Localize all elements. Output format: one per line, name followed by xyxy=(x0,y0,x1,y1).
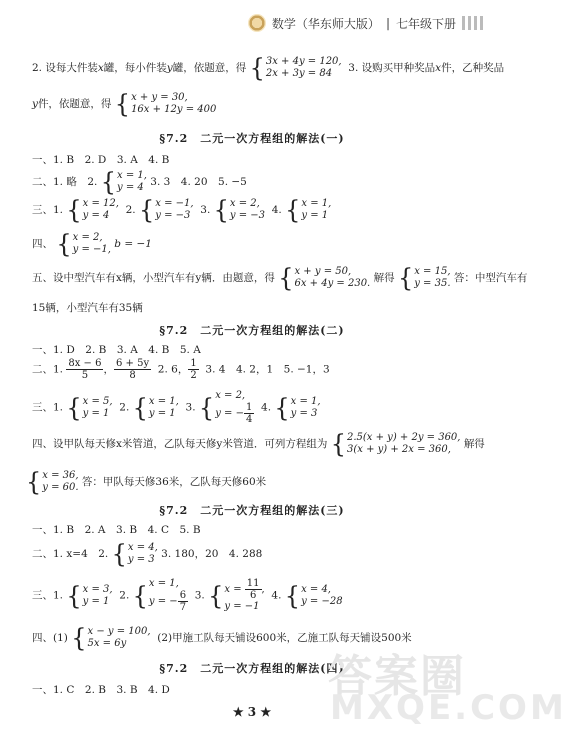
answer-line: 四、(1) { x − y = 100, 5x = 6y (2)甲施工队每天铺设600米，乙施工队每天铺设500米 xyxy=(32,623,412,653)
answer-line: 2. 设每大件装x罐，每小件装y罐，依题意，得 { 3x + 4y = 120, 2x + 3y = 84 3. 设购买甲种奖品x件，乙种奖品 xyxy=(32,53,505,83)
header-bars-icon xyxy=(462,16,486,30)
answer-line: 二、1. x=4 2. { x = 4, y = 3 3. 180，20 4. 288 xyxy=(32,539,263,569)
answer-line: 三、1. { x = 12, y = 4 2. { x = −1, y = −3 3. { x = 2, y = −3 4. { x = 1, y = 1 xyxy=(32,195,332,225)
answer-line: 五、设中型汽车有x辆，小型汽车有y辆．由题意，得 { x + y = 50, 6x + 4y = 230. 解得 { x = 15, y = 35. 答：中型汽车有 xyxy=(32,263,528,293)
book-logo-icon xyxy=(248,14,266,32)
equation-system: { x + y = 30, 16x + 12y = 400 xyxy=(114,89,217,119)
answer-line: 二、1. $\frac{8x - 6}{5}$ ， $\frac{6 + 5y}{8}$ 2. 6， $\frac{1}{2}$ 3. 4 4. 2，1 5. −1，3 xyxy=(32,358,330,381)
section-title: §7.2 二元一次方程组的解法(二) xyxy=(159,324,345,337)
header-separator: | xyxy=(385,16,390,30)
grade-label: 七年级下册 xyxy=(395,16,456,31)
answer-line: 四、 { x = 2, y = −1, b = −1 xyxy=(32,229,152,259)
section-title: §7.2 二元一次方程组的解法(四) xyxy=(159,662,345,675)
watermark-text: 答案圈 xyxy=(328,651,466,702)
page-header xyxy=(248,14,486,32)
answer-line: { x = 36, y = 60. 答：甲队每天修36米，乙队每天修60米 xyxy=(26,467,267,497)
answer-line: 三、1. { x = 3, y = 1 2. { x = 1, y = − $\frac{6}{7}$ 3. { x = $\frac{11}{6}$ , y = −1 4. { x = 4, y = −28 xyxy=(32,578,343,613)
answer-line: 三、1. { x = 5, y = 1 2. { x = 1, y = 1 3. { x = 2, y = − $\frac{1}{4}$ 4. { x = 1, y = 3 xyxy=(32,390,321,425)
answer-line: 一、1. C 2. B 3. B 4. D xyxy=(32,684,170,696)
answer-line: y件，依题意，得 { x + y = 30, 16x + 12y = 400 xyxy=(32,89,217,119)
answer-line: 四、设甲队每天修x米管道，乙队每天修y米管道．可列方程组为 { 2.5(x + y) + 2y = 360, 3(x + y) + 2x = 360, 解得 xyxy=(32,429,485,459)
page-number: ★ 3 ★ xyxy=(232,705,272,719)
answer-line: 15辆，小型汽车有35辆 xyxy=(32,302,143,314)
watermark-url: MXQE.COM xyxy=(330,688,567,728)
section-title: §7.2 二元一次方程组的解法(三) xyxy=(159,504,345,517)
equation-system: { 3x + 4y = 120, 2x + 3y = 84 xyxy=(249,53,342,83)
subject-label: 数学（华东师大版） xyxy=(271,16,380,31)
answer-line: 一、1. B 2. D 3. A 4. B xyxy=(32,154,170,166)
answer-line: 一、1. B 2. A 3. B 4. C 5. B xyxy=(32,524,201,536)
answer-line: 一、1. D 2. B 3. A 4. B 5. A xyxy=(32,344,201,356)
section-title: §7.2 二元一次方程组的解法(一) xyxy=(159,132,345,145)
answer-line: 二、1. 略 2. { x = 1, y = 4 3. 3 4. 20 5. −5 xyxy=(32,167,247,197)
